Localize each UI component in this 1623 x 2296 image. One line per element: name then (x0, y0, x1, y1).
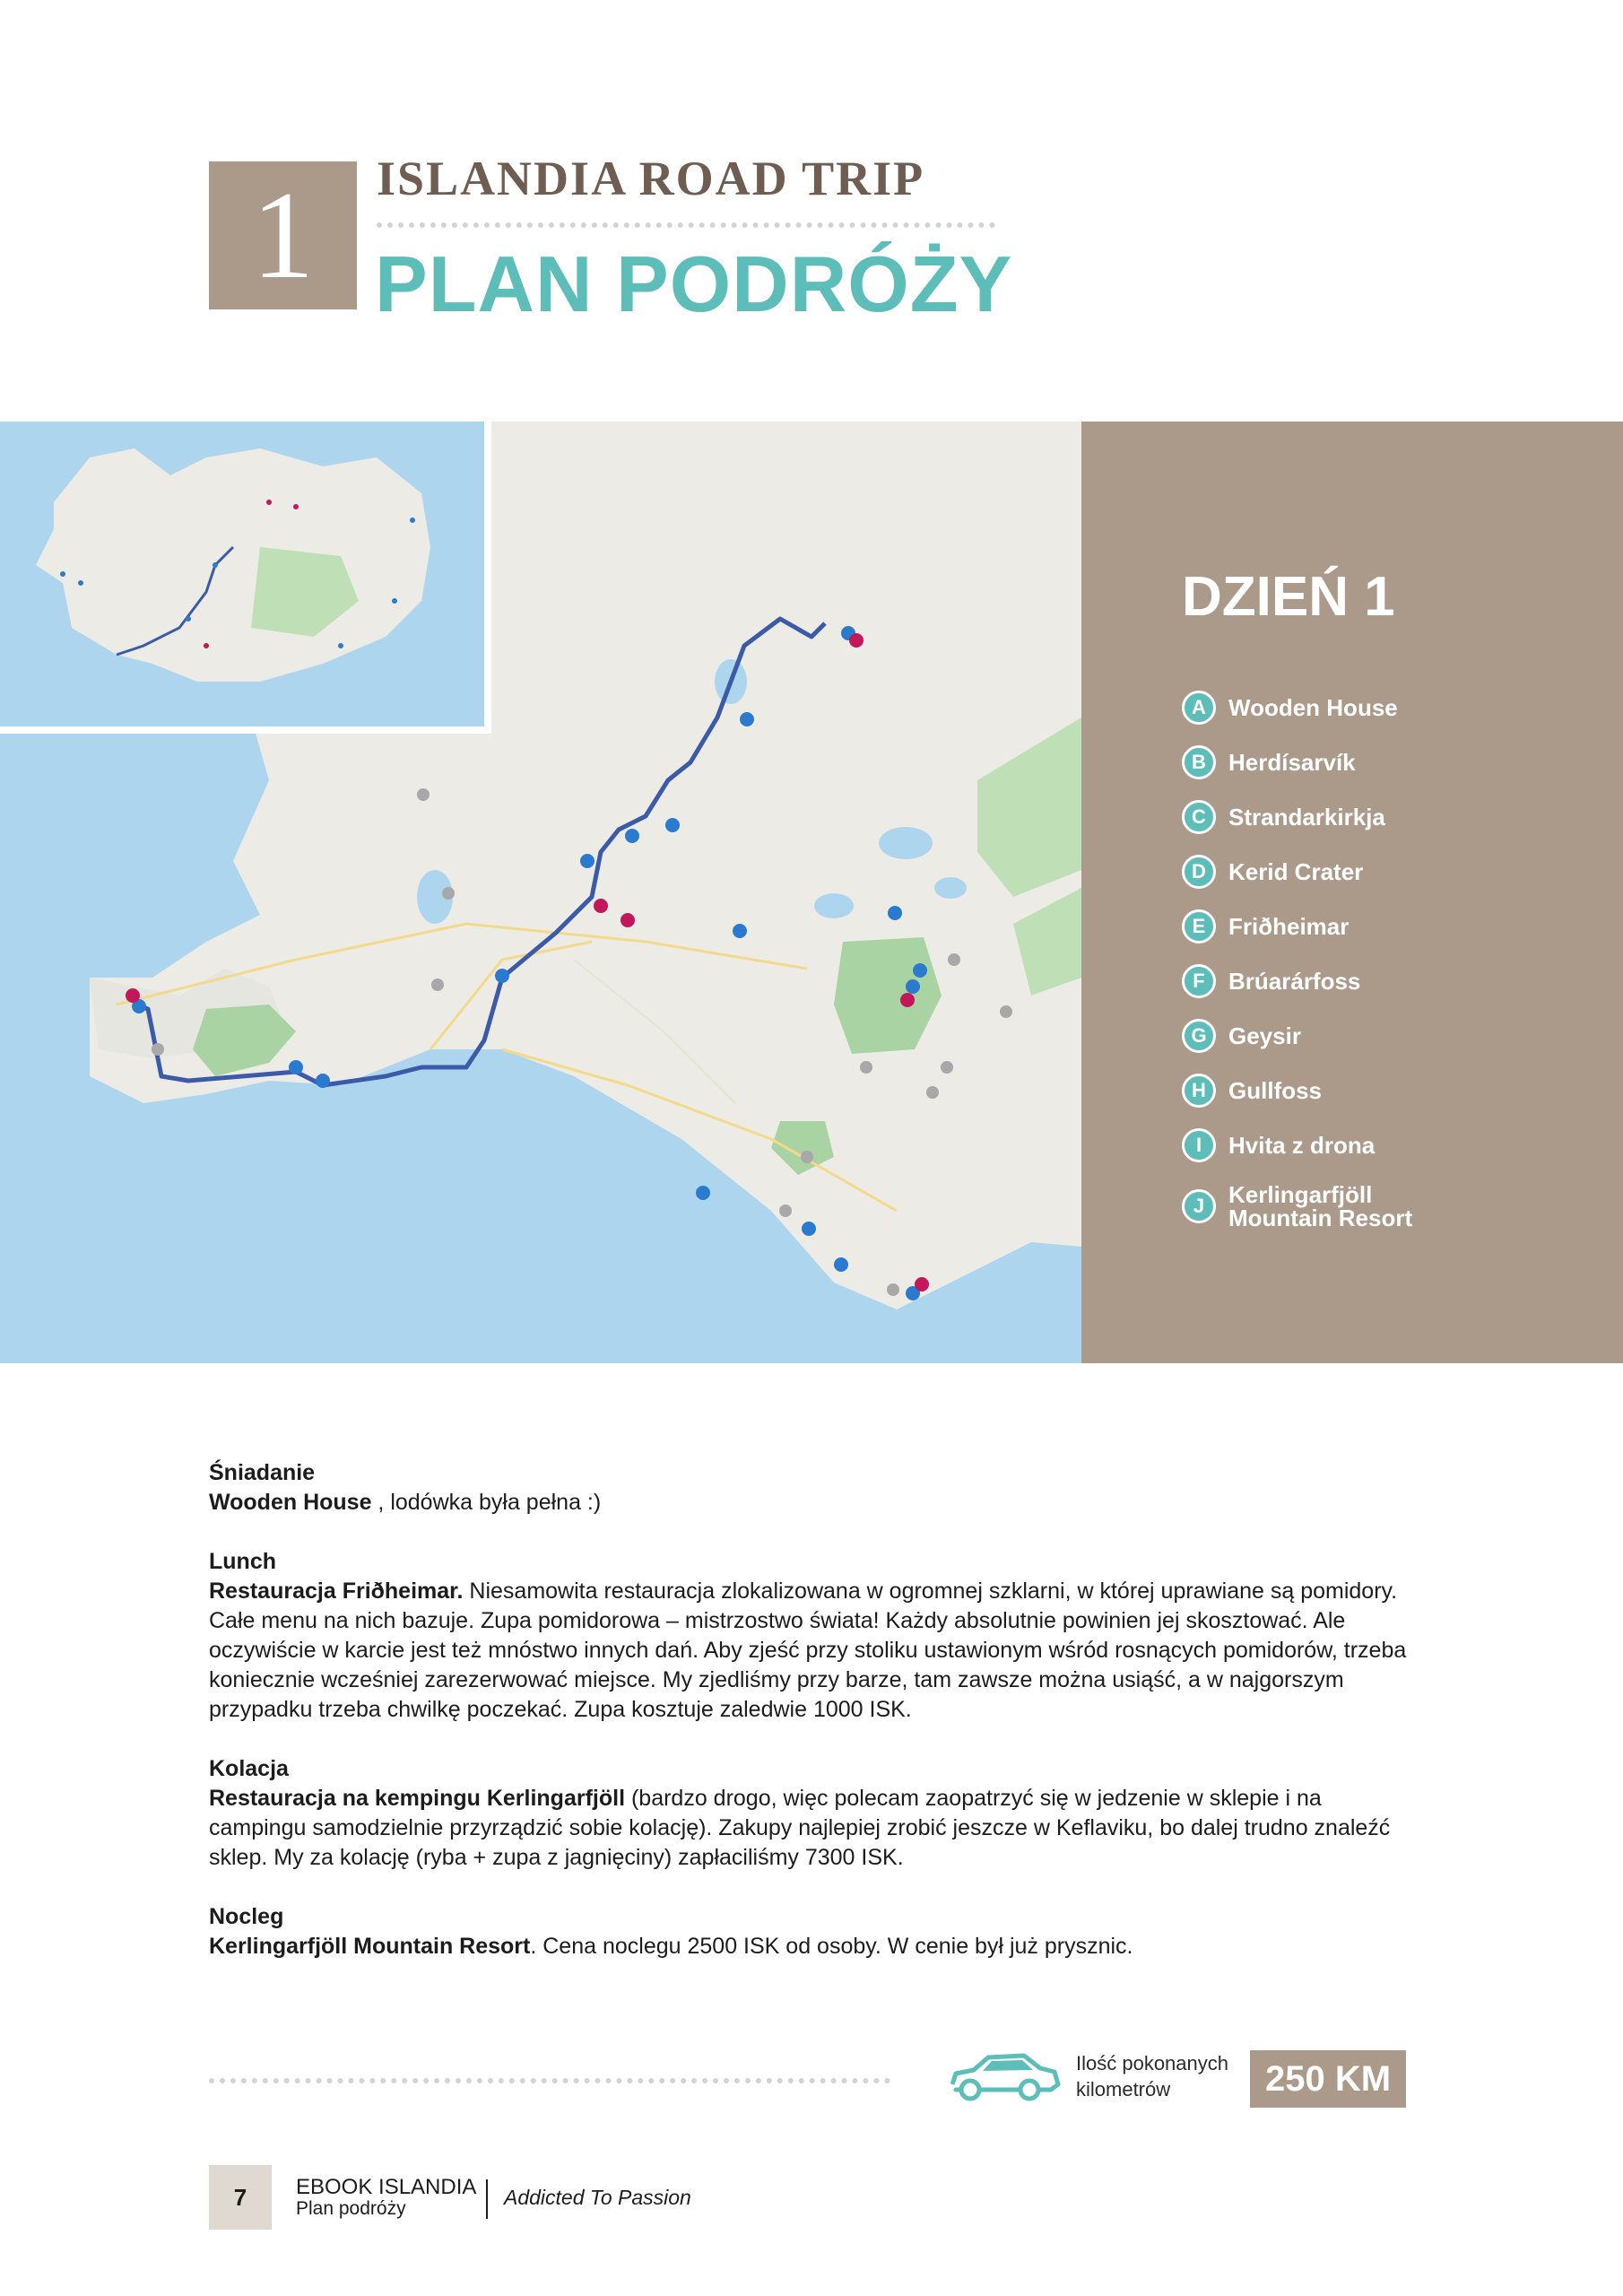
lodging-section (209, 1902, 1410, 1961)
car-icon (947, 2048, 1062, 2106)
page-title: PLAN PODRÓŻY (375, 239, 1013, 328)
stop-e (1182, 909, 1462, 944)
ebook-subtitle: Plan podróży (296, 2198, 406, 2219)
stop-label: Kerlingarfjöll Mountain Resort (1228, 1181, 1413, 1231)
stop-label: Geysir (1228, 1022, 1301, 1049)
stop-badge: G (1182, 1019, 1216, 1053)
distance-label: Ilość pokonanych kilometrów (1076, 2052, 1228, 2100)
footer-separator (486, 2179, 488, 2219)
section-heading: Śniadanie (209, 1460, 316, 1485)
stop-h (1182, 1074, 1462, 1108)
distance-value: 250 KM (1250, 2050, 1406, 2108)
section-text: , lodówka była pełna :) (371, 1490, 602, 1515)
chapter-number-box (209, 161, 357, 309)
chapter-number: 1 (251, 165, 315, 305)
brand-name: Addicted To Passion (504, 2186, 691, 2209)
section-text: (bardzo drogo, więc polecam zaopatrzyć się w jedzenie w sklepie i na campingu samodzielnie przyrządzić sobie kolację). Zakupy najlepiej zrobić jeszcze w Keflaviku, bo dalej trudno znaleźć sklep. My za kolację (ryba + zupa z jagnięciny) zapłaciliśmy 7300 ISK. (209, 1786, 1391, 1870)
stop-badge: B (1182, 745, 1216, 779)
stop-badge: E (1182, 909, 1216, 944)
dotted-divider-bottom (209, 2078, 890, 2083)
section-bold: Wooden House (209, 1490, 372, 1515)
page-number: 7 (233, 2183, 247, 2211)
stop-badge: A (1182, 691, 1216, 725)
day-title: DZIEŃ 1 (1182, 566, 1395, 628)
stop-d (1182, 855, 1462, 889)
page-subtitle: ISLANDIA ROAD TRIP (377, 152, 925, 205)
section-heading: Lunch (209, 1549, 276, 1574)
stop-b (1182, 745, 1462, 779)
stop-label: Brúarárfoss (1228, 968, 1361, 995)
stop-label: Kerid Crater (1228, 858, 1364, 885)
stop-g (1182, 1019, 1462, 1053)
stop-badge: J (1182, 1189, 1216, 1223)
section-bold: Restauracja na kempingu Kerlingarfjöll (209, 1786, 626, 1811)
ebook-title: EBOOK ISLANDIA (296, 2175, 477, 2199)
section-text: . Cena noclegu 2500 ISK od osoby. W cenie był już prysznic. (530, 1934, 1133, 1959)
section-bold: Kerlingarfjöll Mountain Resort (209, 1934, 531, 1959)
day-description (209, 1458, 1410, 1991)
stop-label: Hvita z drona (1228, 1132, 1376, 1159)
breakfast-section (209, 1458, 1410, 1518)
stop-badge: F (1182, 964, 1216, 998)
dotted-divider-top (377, 222, 995, 228)
stop-j (1182, 1183, 1462, 1230)
section-heading: Nocleg (209, 1904, 284, 1929)
stop-a (1182, 691, 1462, 725)
stop-badge: D (1182, 855, 1216, 889)
stop-c (1182, 800, 1462, 834)
stop-i (1182, 1128, 1462, 1162)
lunch-section (209, 1547, 1410, 1725)
stop-label: Herdísarvík (1228, 749, 1356, 776)
stop-badge: H (1182, 1074, 1216, 1108)
section-bold: Restauracja Friðheimar. (209, 1578, 464, 1604)
stop-badge: I (1182, 1128, 1216, 1162)
stop-badge: C (1182, 800, 1216, 834)
stop-label: Gullfoss (1228, 1077, 1323, 1104)
dinner-section (209, 1754, 1410, 1873)
section-text: Niesamowita restauracja zlokalizowana w ogromnej szklarni, w której uprawiane są pomidory. Całe menu na nich bazuje. Zupa pomidorowa – mistrzostwo świata! Każdy absolutnie powinien jej skosztować. Ale oczywiście w karcie jest też mnóstwo innych dań. Aby zjeść przy stoliku ustawionym wśród rosnących pomidorów, trzeba koniecznie wcześniej zarezerwować miejsce. My zjedliśmy przy barze, tam zawsze można usiąść, a w najgorszym przypadku trzeba chwilkę poczekać. Zupa kosztuje zaledwie 1000 ISK. (209, 1578, 1407, 1722)
stop-label: Wooden House (1228, 694, 1398, 721)
stop-label: Strandarkirkja (1228, 804, 1385, 831)
stop-f (1182, 964, 1462, 998)
section-heading: Kolacja (209, 1756, 289, 1781)
inset-map-iceland (0, 422, 491, 734)
stop-label: Friðheimar (1228, 913, 1350, 940)
page-number-box (209, 2165, 272, 2230)
day-sidebar (1081, 422, 1623, 1363)
